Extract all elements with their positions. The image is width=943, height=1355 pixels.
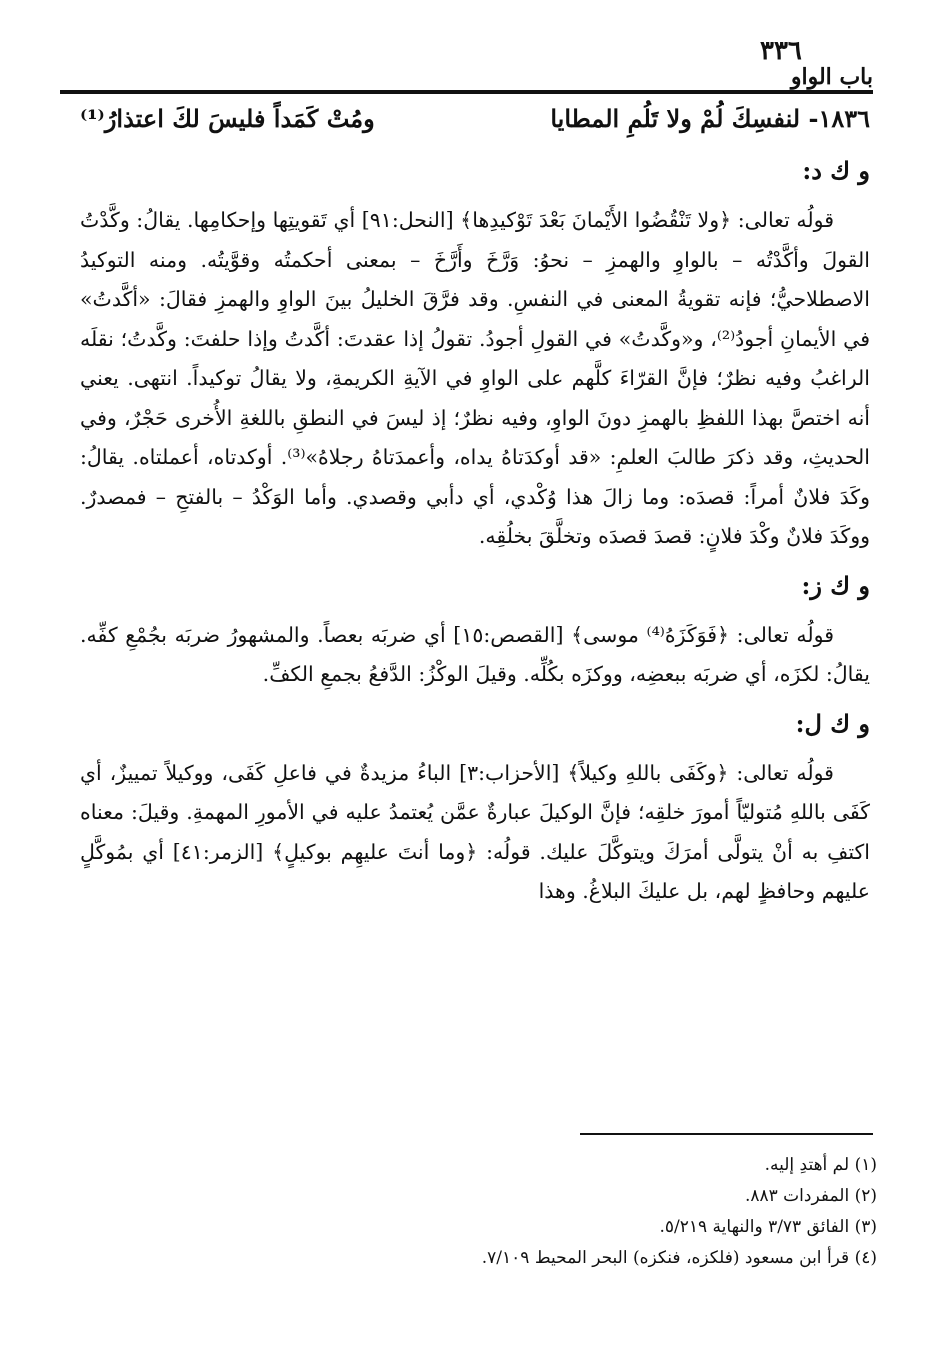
entry-paragraph-wkl: قولُه تعالى: ﴿وكَفَى باللهِ وكيلاً﴾ [الأحزاب:٣] الباءُ مزيدةٌ في فاعلِ كَفَى، ووكيلاً تمييزٌ، أي كَفَى باللهِ مُتوليّاً أمورَ خلقِه؛ فإنَّ الوكيلَ عبارةٌ عمَّن يُعتمدُ عليه في الأمورِ المهمةِ. وقيلَ: معناه اكتفِ به أنْ يتولَّى أمرَكَ ويتوكَّلَ عليك. قولُه: ﴿وما أنتَ عليهِم بوكيلٍ﴾ [الزمر:٤١] أي بمُوكَّلٍ عليهم وحافظٍ لهم، بل عليكَ البلاغُ. وهذا [80, 760, 870, 903]
verse-second-hemistich: ومُتْ كَمَداً فليسَ لكَ اعتذارُ⁽¹⁾ [80, 104, 375, 133]
page-header [60, 30, 873, 88]
verse-first-hemistich: ١٨٣٦- لنفسِكَ لُمْ ولا تَلُمِ المطايا [550, 104, 870, 133]
page-number: ٣٣٦ [760, 36, 802, 66]
entry-paragraph-wkd: قولُه تعالى: ﴿ولا تَنْقُضُوا الأَيْمانَ بَعْدَ تَوْكيدِها﴾ [النحل:٩١] أي تَقويتِها وإحكامِها. يقالُ: وكَّدْتُ القولَ وأكَّدْتُه – بالواوِ والهمزِ – نحوُ: وَرَّخَ وأَرَّخَ – بمعنى أحكمتُه وقوَّيتُه. ومنه التوكيدُ الاصطلاحيُّ؛ فإنه تقويةُ المعنى في النفسِ. وقد فرَّقَ الخليلُ بينَ الواوِ والهمزِ فقالَ: «أكَّدتُ» في الأيمانِ أجودُ⁽²⁾، و«وكَّدتُ» في القولِ أجودُ. تقولُ إذا عقدتَ: أكَّدتُ وإذا حلفتَ: وكَّدتُ؛ نقلَه الراغبُ وفيه نظرٌ؛ فإنَّ القرّاءَ كلَّهم على الواوِ في الآيةِ الكريمةِ، ولا يقالُ توكيداً. انتهى. يعني أنه اختصَّ بهذا اللفظِ بالهمزِ دونَ الواوِ، وفيه نظرٌ؛ إذ ليسَ في النطقِ باللغةِ الأُخرى حَجْرٌ، وفي الحديثِ، وقد ذكرَ طالبَ العلمِ: «قد أوكدَتاهُ يداه، وأعمدَتاهُ رجلاهُ»⁽³⁾. أوكدتاه، أعملتاه. يقالُ: وكَدَ فلانٌ أمراً: قصدَه: وما زالَ هذا وُكْدي، أي دأبي وقصدي. وأما الوَكْدُ – بالفتحِ – فمصدرٌ. ووكَدَ فلانٌ وكْدَ فلانٍ: قصدَ قصدَه وتخلَّقَ بخلُقِه. [80, 208, 870, 548]
footnote-4: (٤) قرأ ابن مسعود (فلكزه، فنكزه) البحر المحيط ٧/١٠٩. [481, 1248, 877, 1268]
chapter-title: باب الواو [790, 64, 873, 90]
entry-paragraph-wkz: قولُه تعالى: ﴿فَوَكَزَهُ⁽⁴⁾ موسى﴾ [القصص:١٥] أي ضربَه بعصاً. والمشهورُ ضربَه بجُمْعِ كفِّه. يقالُ: لكزَه، أي ضربَه ببعضِه، ووكزَه بكُلِّه. وقيلَ الوكْزُ: الدَّفعُ بجمعِ الكفِّ. [80, 622, 870, 686]
footnote-3: (٣) الفائق ٣/٧٣ والنهاية ٥/٢١٩. [659, 1217, 877, 1237]
entry-heading-wkz: و ك ز: [801, 570, 870, 600]
footnotes [177, 1150, 877, 1274]
entry-heading-wkl: و ك ل: [795, 708, 870, 738]
main-text [80, 104, 870, 926]
footnote-1: (١) لم أهتدِ إليه. [764, 1155, 877, 1175]
header-divider [60, 90, 873, 94]
footnote-divider [580, 1133, 873, 1135]
entry-heading-wkd: و ك د: [802, 156, 870, 185]
poetry-verse [80, 104, 870, 144]
footnote-2: (٢) المفردات ٨٨٣. [744, 1186, 877, 1206]
